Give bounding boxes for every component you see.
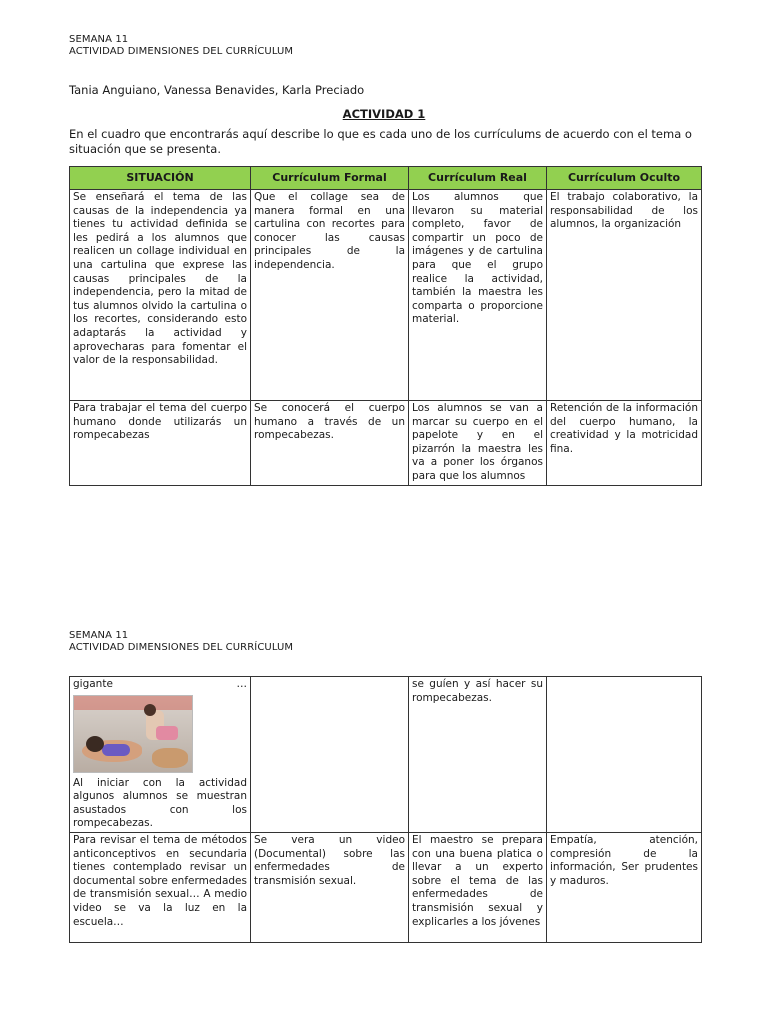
cell-formal: Que el collage sea de manera formal en una cartulina con recortes para conocer las causas principales de la independencia.	[251, 190, 409, 401]
curriculum-table	[69, 166, 702, 486]
cell-oculto: El trabajo colaborativo, la responsabilidad de los alumnos, la organización	[547, 190, 702, 401]
header-situacion: SITUACIÓN	[70, 167, 251, 190]
header-activity: ACTIVIDAD DIMENSIONES DEL CURRÍCULUM	[69, 46, 294, 57]
cell-situacion: Para revisar el tema de métodos anticonceptivos en secundaria tienes contemplado revisar un documental sobre enfermedades de transmisión sexual… A medio video se va la luz en la escuela…	[70, 832, 251, 942]
situacion-top-line	[73, 678, 247, 692]
header-week: SEMANA 11	[69, 630, 129, 641]
cell-situacion: Para trabajar el tema del cuerpo humano donde utilizarás un rompecabezas	[70, 401, 251, 486]
header-activity: ACTIVIDAD DIMENSIONES DEL CURRÍCULUM	[69, 642, 294, 653]
cell-real: se guíen y así hacer su rompecabezas.	[409, 677, 547, 833]
cell-real-text: Los alumnos se van a marcar su cuerpo en el papelote y en el pizarrón la maestra les va a poner los órganos para que los alumnos	[412, 402, 543, 482]
cell-oculto	[547, 677, 702, 833]
table-header-row	[70, 167, 702, 190]
cell-situacion	[70, 677, 251, 833]
cell-situacion: Se enseñará el tema de las causas de la independencia ya tienes tu actividad definida se les pedirá a los alumnos que realicen un collage individual en una cartulina que exprese las causas principales de la independencia, pero la mitad de tus alumnos olvido la cartulina o los recortes, considerando esto adaptarás la actividad y aprovecharas para fomentar el valor de la responsabilidad.	[70, 190, 251, 401]
activity-title: ACTIVIDAD 1	[342, 107, 426, 121]
header-oculto: Currículum Oculto	[547, 167, 702, 190]
cell-real	[409, 401, 547, 486]
cell-real: Los alumnos que llevaron su material completo, favor de compartir un poco de imágenes y de cartulina para que el grupo realice la actividad, también la maestra les comparta o proporcione material.	[409, 190, 547, 401]
classroom-puzzle-photo	[73, 695, 193, 773]
cell-real: El maestro se prepara con una buena platica o llevar a un experto sobre el tema de las enfermedades de transmisión sexual y explicarles a los jóvenes	[409, 832, 547, 942]
table-row	[70, 677, 702, 833]
table-row	[70, 401, 702, 486]
cell-oculto: Retención de la información del cuerpo humano, la creatividad y la motricidad fina.	[547, 401, 702, 486]
page-header-2	[69, 630, 293, 654]
table-row	[70, 190, 702, 401]
cell-formal	[251, 677, 409, 833]
situacion-ellipsis: …	[236, 678, 247, 690]
cell-formal: Se vera un video (Documental) sobre las enfermedades de transmisión sexual.	[251, 832, 409, 942]
header-real: Currículum Real	[409, 167, 547, 190]
cell-oculto: Empatía, atención, compresión de la información, Ser prudentes y maduros.	[547, 832, 702, 942]
header-formal: Currículum Formal	[251, 167, 409, 190]
situacion-bottom-text: Al iniciar con la actividad algunos alumnos se muestran asustados con los rompecabezas.	[73, 776, 247, 830]
cell-formal: Se conocerá el cuerpo humano a través de un rompecabezas.	[251, 401, 409, 486]
intro-paragraph: En el cuadro que encontrarás aquí describe lo que es cada uno de los currículums de acuerdo con el tema o situación que se presenta.	[69, 127, 692, 156]
table-row	[70, 832, 702, 942]
page-header-1	[69, 34, 293, 58]
situacion-top-text: gigante	[73, 678, 113, 690]
curriculum-table-continued	[69, 676, 702, 943]
header-week: SEMANA 11	[69, 34, 129, 45]
authors-line: Tania Anguiano, Vanessa Benavides, Karla Preciado	[69, 83, 365, 97]
